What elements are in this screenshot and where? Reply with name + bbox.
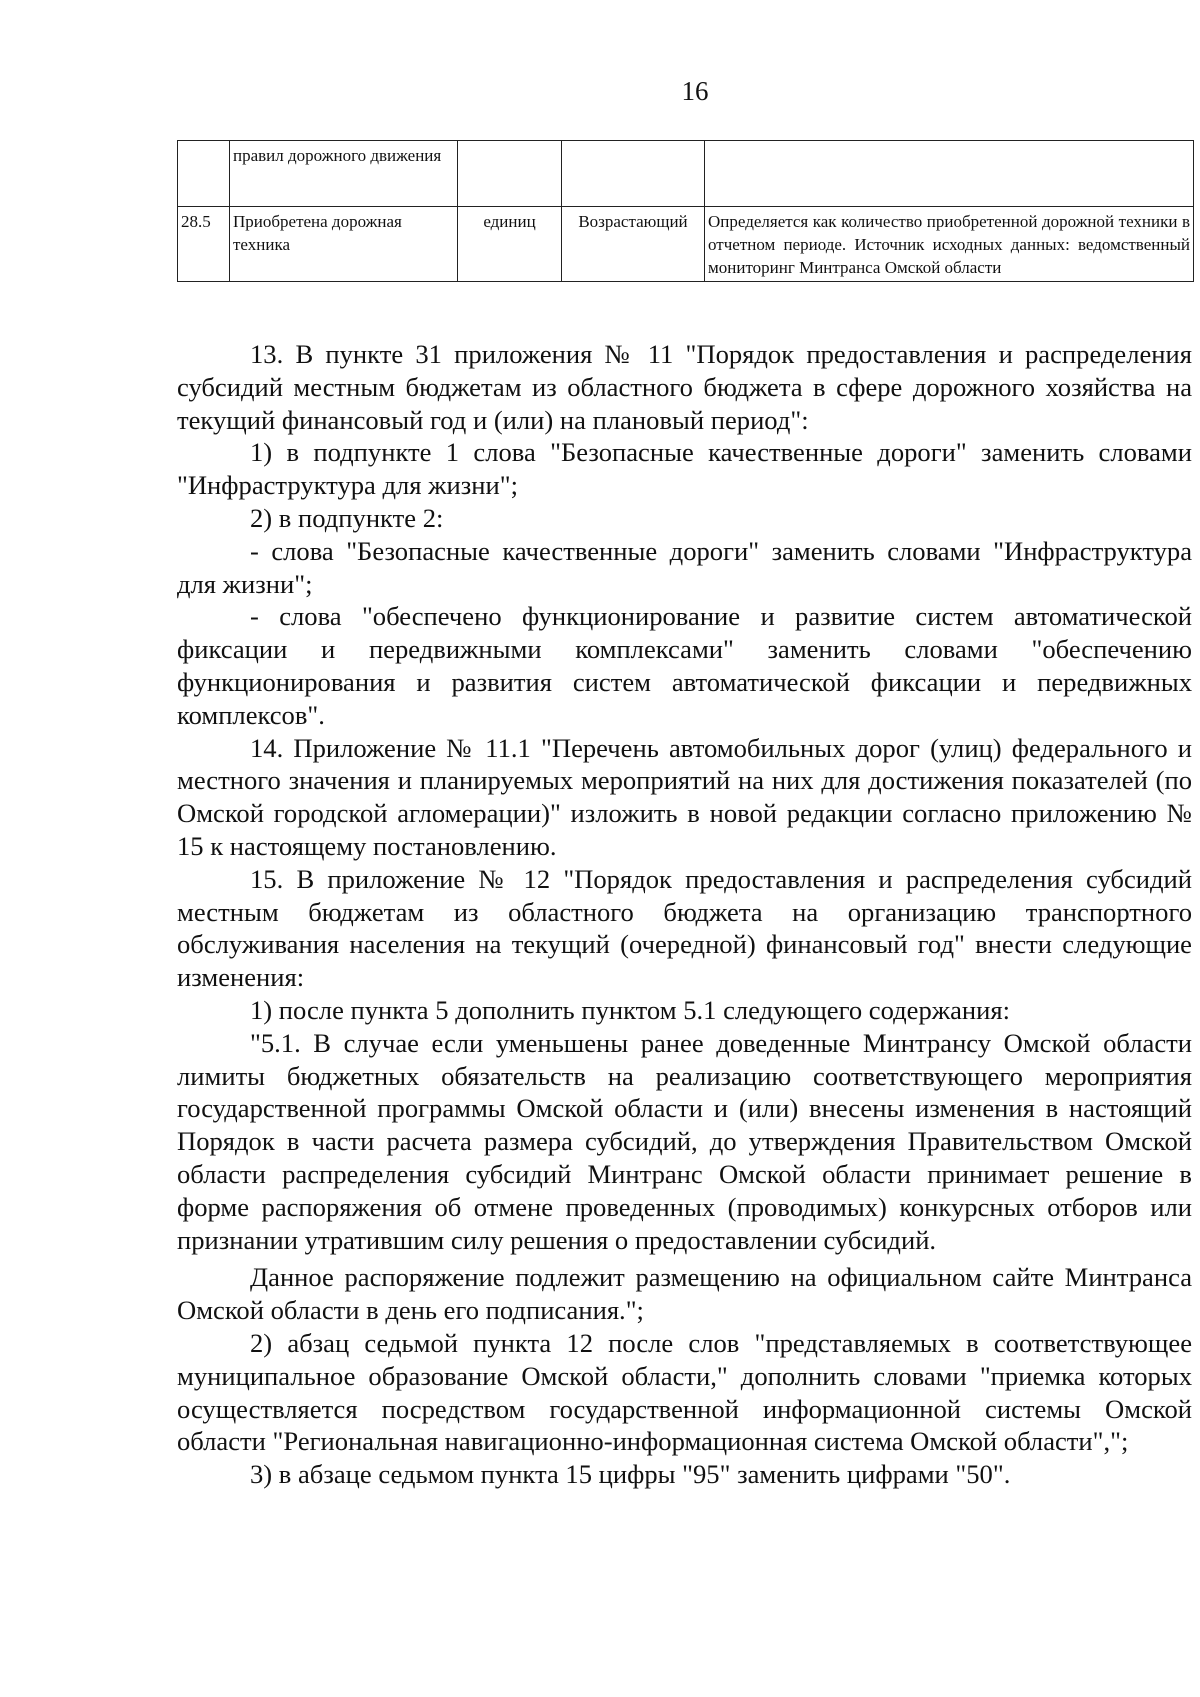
paragraph-15: 15. В приложение № 12 "Порядок предоставления и распределения субсидий местным бюджетам из областного бюджета на организацию транспортного обслуживания населения на текущий (очередной) финансовый год" внести следующие изменения:	[177, 863, 1192, 993]
row-number-cell	[178, 141, 230, 207]
row-number-cell: 28.5	[178, 207, 230, 282]
indicator-table	[177, 140, 1194, 282]
description-cell	[705, 141, 1194, 207]
paragraph-13-sub-1: 1) в подпункте 1 слова "Безопасные качественные дороги" заменить словами "Инфраструктура для жизни";	[177, 437, 1192, 501]
description-cell: Определяется как количество приобретенной дорожной техники в отчетном периоде. Источник исходных данных: ведомственный мониторинг Минтранса Омской области	[705, 207, 1194, 282]
paragraph-14: 14. Приложение № 11.1 "Перечень автомобильных дорог (улиц) федерального и местного значения и планируемых мероприятий на них для достижения показателей (по Омской городской агломерации)" изложить в новой редакции согласно приложению № 15 к настоящему постановлению.	[177, 732, 1192, 861]
trend-cell	[562, 141, 705, 207]
page-number: 16	[681, 76, 709, 106]
paragraph-13-sub-2-item-1: - слова "Безопасные качественные дороги" заменить словами "Инфраструктура для жизни";	[177, 535, 1192, 599]
unit-cell	[458, 141, 562, 207]
paragraph-13-sub-2: 2) в подпункте 2:	[250, 502, 444, 533]
indicator-name-cell: правил дорожного движения	[230, 141, 458, 207]
table-row	[178, 207, 1194, 282]
paragraph-15-sub-1: 1) после пункта 5 дополнить пунктом 5.1 следующего содержания:	[250, 994, 1011, 1025]
trend-cell: Возрастающий	[562, 207, 705, 282]
paragraph-15-sub-2: 2) абзац седьмой пункта 12 после слов "представляемых в соответствующее муниципальное образование Омской области," дополнить словами "приемка которых осуществляется посредством государственной информационной системы Омской области "Региональная навигационно-информационная система Омской области",";	[177, 1327, 1192, 1457]
indicator-name-cell: Приобретена дорожная техника	[230, 207, 458, 282]
unit-cell: единиц	[458, 207, 562, 282]
paragraph-13-sub-2-item-2: - слова "обеспечено функционирование и развитие систем автоматической фиксации и передвижными комплексами" заменить словами "обеспечению функционирования и развития систем автоматической фиксации и передвижных комплексов".	[177, 601, 1192, 730]
paragraph-5-1-publication: Данное распоряжение подлежит размещению на официальном сайте Минтранса Омской области в день его подписания.";	[177, 1262, 1192, 1326]
paragraph-15-sub-3: 3) в абзаце седьмом пункта 15 цифры "95" заменить цифрами "50".	[250, 1459, 1011, 1490]
paragraph-5-1-quote: "5.1. В случае если уменьшены ранее доведенные Минтрансу Омской области лимиты бюджетных обязательств на реализацию соответствующего мероприятия государственной программы Омской области и (или) внесены изменения в настоящий Порядок в части расчета размера субсидий, до утверждения Правительством Омской области распределения субсидий Минтранс Омской области принимает решение в форме распоряжения об отмене проведенных (проводимых) конкурсных отборов или признании утратившим силу решения о предоставлении субсидий.	[177, 1027, 1192, 1255]
document-body	[177, 338, 1192, 1491]
paragraph-13: 13. В пункте 31 приложения № 11 "Порядок предоставления и распределения субсидий местным бюджетам из областного бюджета в сфере дорожного хозяйства на текущий финансовый год и (или) на плановый период":	[177, 339, 1192, 435]
table-row	[178, 141, 1194, 207]
